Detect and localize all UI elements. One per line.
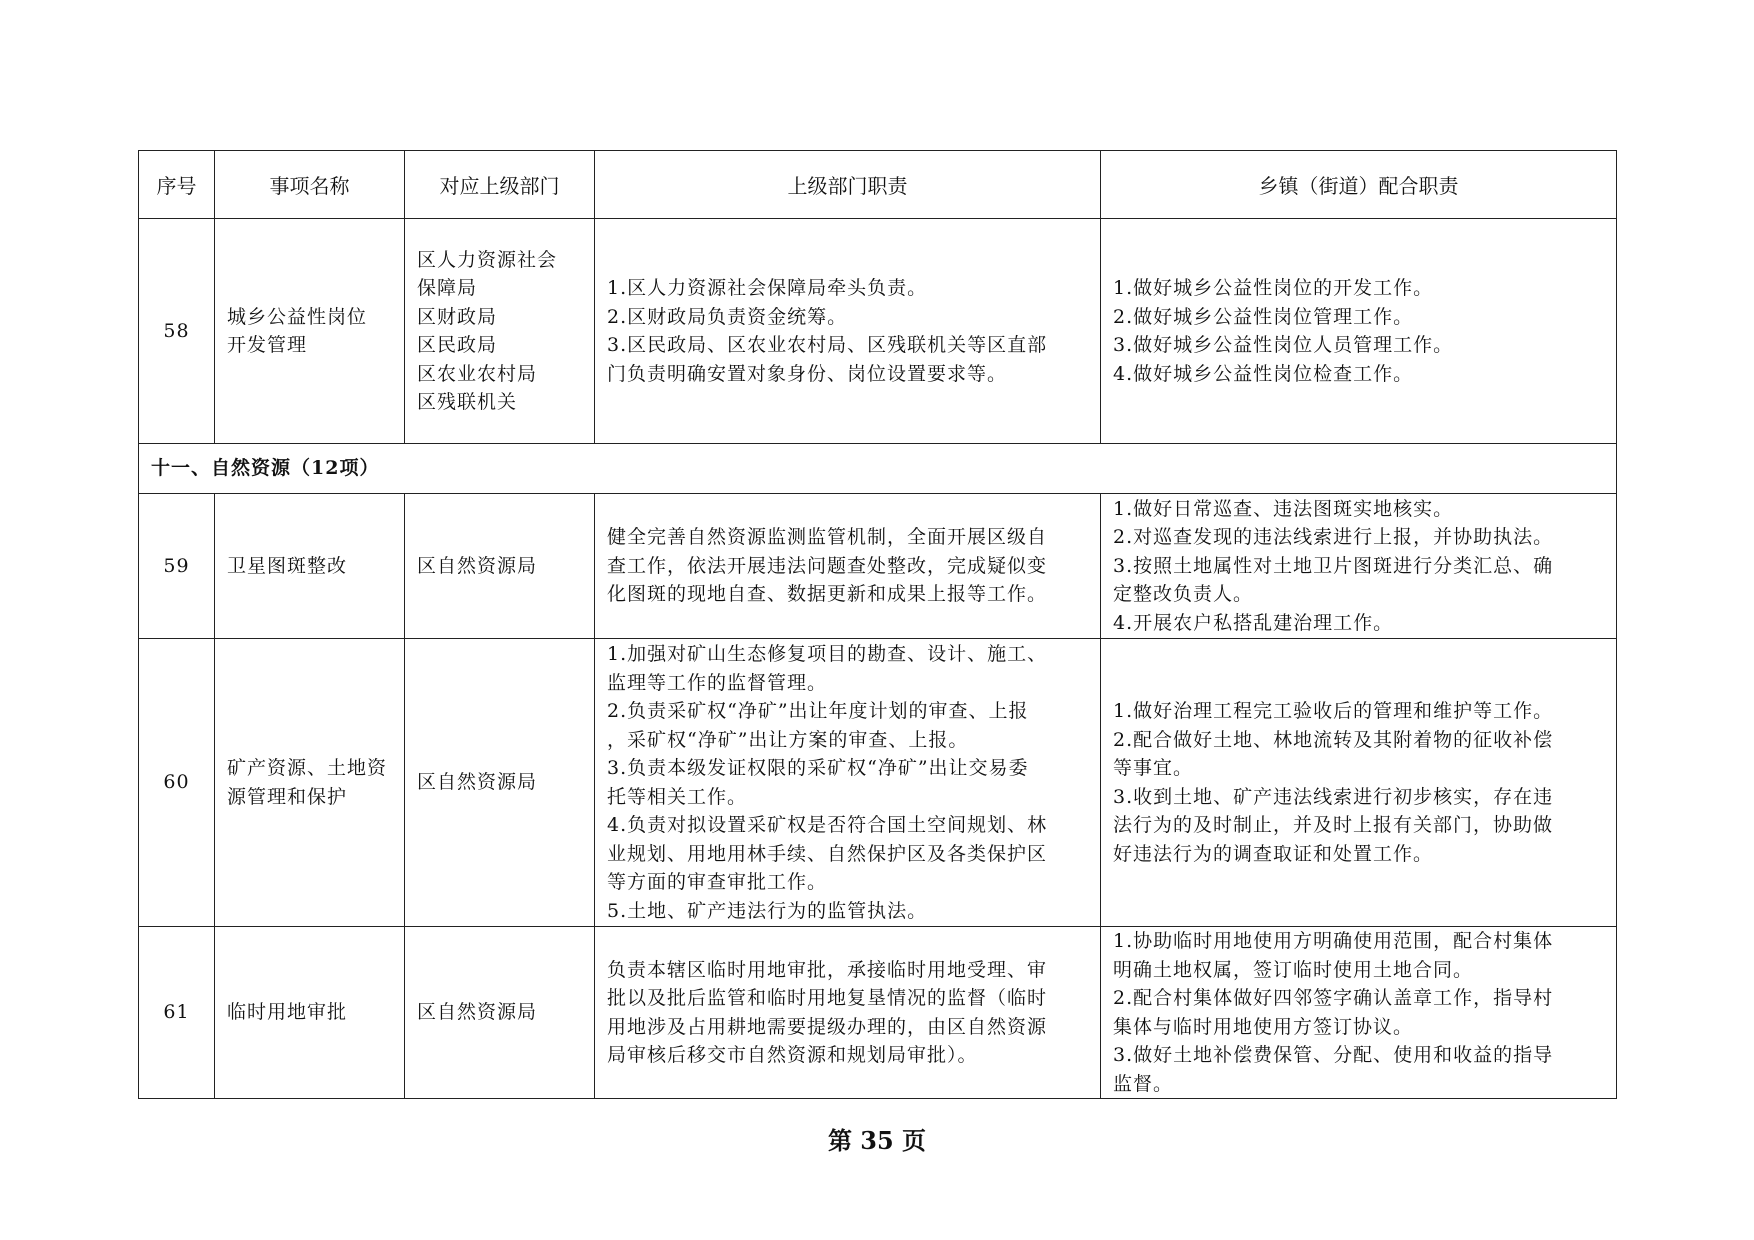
item-name-line: 源管理和保护	[227, 785, 348, 808]
cooperation-line: 3.做好城乡公益性岗位人员管理工作。	[1113, 334, 1454, 356]
duty-line: 局审核后移交市自然资源和规划局审批）。	[607, 1044, 978, 1066]
duty-cell	[595, 219, 1101, 444]
duty-line: 业规划、用地用林手续、自然保护区及各类保护区	[607, 842, 1048, 865]
duty-line: 5.土地、矿产违法行为的监管执法。	[607, 899, 928, 922]
duty-line: 批以及批后监管和临时用地复垦情况的监督（临时	[607, 987, 1048, 1009]
duty-line: 1.加强对矿山生态修复项目的勘查、设计、施工、	[607, 643, 1048, 665]
cooperation-line: 3.收到土地、矿产违法线索进行初步核实，存在违	[1113, 785, 1554, 808]
dept-cell	[405, 219, 595, 444]
dept-line: 区财政局	[417, 305, 498, 328]
duty-line: 健全完善自然资源监测监管机制，全面开展区级自	[607, 526, 1048, 549]
dept-cell	[405, 927, 595, 1099]
header-serial: 序号	[139, 151, 215, 219]
duty-line: 负责本辖区临时用地审批，承接临时用地受理、审	[607, 958, 1048, 981]
cooperation-line: 1.协助临时用地使用方明确使用范围，配合村集体	[1113, 930, 1554, 952]
duty-line: 2.区财政局负责资金统筹。	[607, 305, 848, 328]
dept-line: 区农业农村局	[417, 362, 538, 385]
table-header-row	[139, 151, 1617, 219]
cooperation-line: 集体与临时用地使用方签订协议。	[1113, 1015, 1414, 1038]
duty-line: 监理等工作的监督管理。	[607, 671, 828, 694]
duty-line: 3.区民政局、区农业农村局、区残联机关等区直部	[607, 334, 1048, 356]
header-superior-duty: 上级部门职责	[595, 151, 1101, 219]
dept-line: 区自然资源局	[417, 554, 538, 577]
duty-line: 化图斑的现地自查、数据更新和成果上报等工作。	[607, 583, 1048, 606]
cooperation-cell	[1101, 219, 1617, 444]
duty-line: ，采矿权“净矿”出让方案的审查、上报。	[607, 728, 969, 751]
dept-line: 区自然资源局	[417, 771, 538, 794]
item-name-line: 临时用地审批	[227, 1001, 348, 1024]
row-number: 60	[139, 639, 215, 927]
item-name-cell	[215, 639, 405, 927]
item-name-line: 开发管理	[227, 334, 308, 356]
cooperation-line: 1.做好治理工程完工验收后的管理和维护等工作。	[1113, 700, 1554, 722]
cooperation-cell	[1101, 494, 1617, 639]
dept-line: 区残联机关	[417, 391, 518, 413]
duty-line: 等方面的审查审批工作。	[607, 871, 828, 893]
cooperation-line: 好违法行为的调查取证和处置工作。	[1113, 842, 1434, 865]
section-row	[139, 444, 1617, 494]
duty-line: 4.负责对拟设置采矿权是否符合国土空间规划、林	[607, 814, 1048, 836]
item-name-line: 城乡公益性岗位	[227, 305, 368, 328]
dept-line: 保障局	[417, 277, 478, 299]
header-item-name: 事项名称	[215, 151, 405, 219]
cooperation-line: 4.做好城乡公益性岗位检查工作。	[1113, 362, 1414, 385]
duty-line: 托等相关工作。	[607, 785, 748, 808]
dept-line: 区人力资源社会	[417, 248, 558, 271]
cooperation-line: 监督。	[1113, 1072, 1174, 1095]
dept-line: 区自然资源局	[417, 1001, 538, 1024]
cooperation-cell	[1101, 927, 1617, 1099]
item-name-cell	[215, 219, 405, 444]
section-title: 十一、自然资源（12项）	[139, 444, 1617, 494]
cooperation-line: 3.做好土地补偿费保管、分配、使用和收益的指导	[1113, 1044, 1554, 1066]
item-name-line: 卫星图斑整改	[227, 554, 348, 577]
table-row	[139, 494, 1617, 639]
table-row	[139, 639, 1617, 927]
cooperation-line: 2.配合村集体做好四邻签字确认盖章工作，指导村	[1113, 987, 1554, 1009]
cooperation-line: 3.按照土地属性对土地卫片图斑进行分类汇总、确	[1113, 554, 1554, 577]
cooperation-line: 明确土地权属，签订临时使用土地合同。	[1113, 958, 1474, 981]
cooperation-line: 4.开展农户私搭乱建治理工作。	[1113, 611, 1394, 634]
cooperation-line: 1.做好日常巡查、违法图斑实地核实。	[1113, 497, 1454, 520]
row-number: 58	[139, 219, 215, 444]
row-number: 61	[139, 927, 215, 1099]
duty-line: 2.负责采矿权“净矿”出让年度计划的审查、上报	[607, 700, 1029, 722]
cooperation-line: 2.配合做好土地、林地流转及其附着物的征收补偿	[1113, 728, 1554, 751]
duty-line: 1.区人力资源社会保障局牵头负责。	[607, 277, 928, 299]
row-number: 59	[139, 494, 215, 639]
dept-line: 区民政局	[417, 334, 498, 356]
cooperation-line: 定整改负责人。	[1113, 583, 1254, 606]
cooperation-line: 法行为的及时制止，并及时上报有关部门，协助做	[1113, 814, 1554, 836]
header-superior-dept: 对应上级部门	[405, 151, 595, 219]
cooperation-line: 2.做好城乡公益性岗位管理工作。	[1113, 305, 1414, 328]
duty-line: 门负责明确安置对象身份、岗位设置要求等。	[607, 362, 1008, 385]
duty-line: 查工作，依法开展违法问题查处整改，完成疑似变	[607, 554, 1048, 577]
cooperation-line: 1.做好城乡公益性岗位的开发工作。	[1113, 277, 1434, 299]
duty-line: 3.负责本级发证权限的采矿权“净矿”出让交易委	[607, 757, 1029, 779]
cooperation-cell	[1101, 639, 1617, 927]
table-row	[139, 927, 1617, 1099]
dept-cell	[405, 639, 595, 927]
duty-line: 用地涉及占用耕地需要提级办理的，由区自然资源	[607, 1015, 1048, 1038]
header-town-cooperation: 乡镇（街道）配合职责	[1101, 151, 1617, 219]
item-name-line: 矿产资源、土地资	[227, 757, 388, 779]
page-number: 第 35 页	[827, 1126, 927, 1155]
table-row	[139, 219, 1617, 444]
item-name-cell	[215, 494, 405, 639]
table-body	[139, 219, 1617, 1099]
duty-cell	[595, 639, 1101, 927]
duty-cell	[595, 927, 1101, 1099]
duty-cell	[595, 494, 1101, 639]
cooperation-line: 2.对巡查发现的违法线索进行上报，并协助执法。	[1113, 526, 1554, 549]
dept-cell	[405, 494, 595, 639]
duty-table	[138, 150, 1617, 1099]
item-name-cell	[215, 927, 405, 1099]
cooperation-line: 等事宜。	[1113, 757, 1194, 779]
